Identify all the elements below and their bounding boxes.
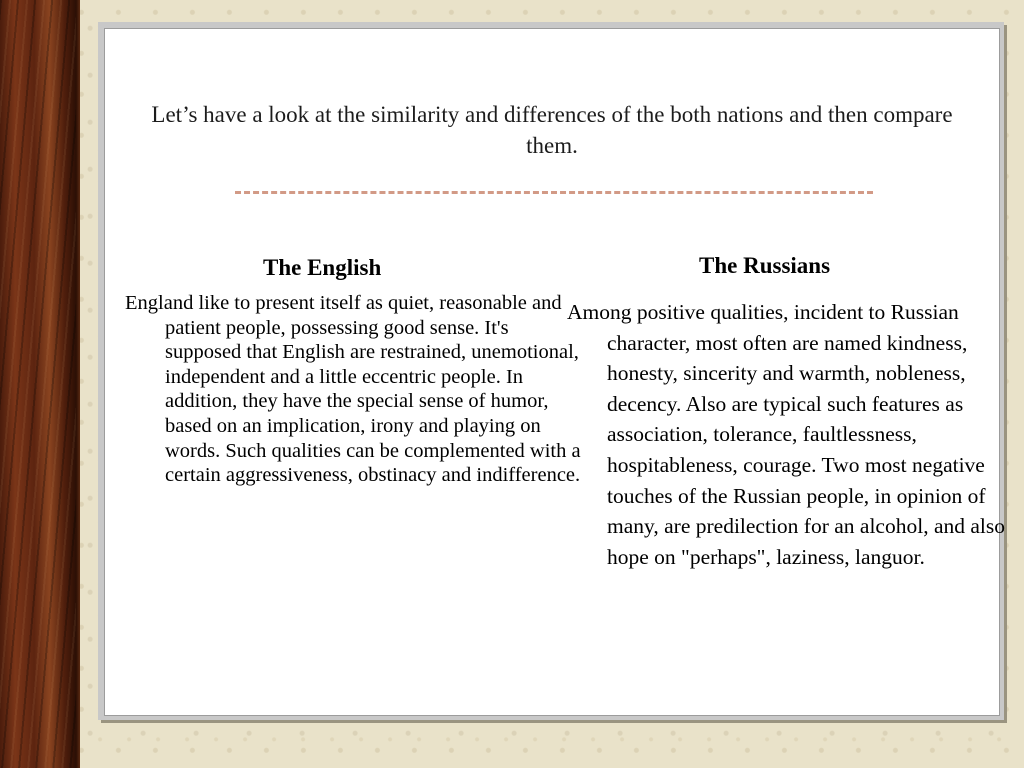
- russians-heading: The Russians: [699, 253, 831, 278]
- english-heading: The English: [263, 255, 382, 280]
- dashed-divider: [235, 191, 873, 194]
- russians-description: Among positive qualities, incident to Russian character, most often are named kindness, honesty, sincerity and warmth, nobleness, decency. Also are typical such features as association, tolerance, faultlessness, hospitableness, courage. Two most negative touches of the Russian people, in opinion of many, are predilection for an alcohol, and also hope on "perhaps", laziness, languor.: [567, 300, 1005, 569]
- english-description: England like to present itself as quiet, reasonable and patient people, possessing good sense. It's supposed that English are restrained, unemotional, independent and a little eccentric people. In addition, they have the special sense of humor, based on an implication, irony and playing on words. Such qualities can be complemented with a certain aggressiveness, obstinacy and indifference.: [125, 292, 581, 487]
- slide-frame: [98, 22, 1004, 720]
- wood-border-decoration: [0, 0, 76, 768]
- wood-border-edge: [76, 0, 80, 768]
- slide-content: [104, 28, 1005, 716]
- slide-title: Let’s have a look at the similarity and differences of the both nations and then compare them.: [151, 102, 953, 158]
